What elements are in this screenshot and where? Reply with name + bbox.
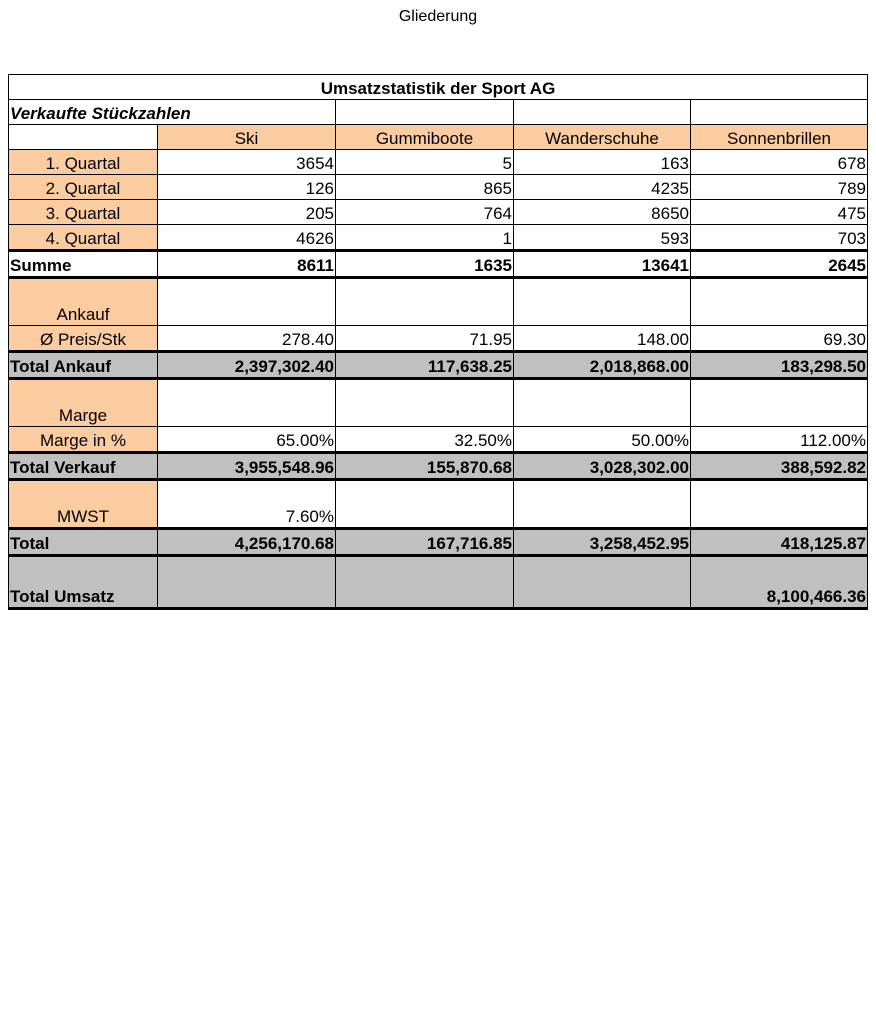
quarter-row-1 <box>9 150 868 175</box>
row-label: 3. Quartal <box>9 200 158 225</box>
table-subtitle: Verkaufte Stückzahlen <box>9 100 336 125</box>
row-label: Total Verkauf <box>9 453 158 480</box>
cell-value: 475 <box>691 200 868 225</box>
cell-value: 3,955,548.96 <box>158 453 336 480</box>
empty-cell <box>336 100 514 125</box>
column-header-wanderschuhe: Wanderschuhe <box>514 125 691 150</box>
table-title: Umsatzstatistik der Sport AG <box>9 75 868 100</box>
empty-cell <box>336 278 514 326</box>
column-header-row <box>9 125 868 150</box>
cell-value: 32.50% <box>336 427 514 453</box>
cell-value: 167,716.85 <box>336 529 514 556</box>
total-row <box>9 529 868 556</box>
cell-value: 764 <box>336 200 514 225</box>
empty-cell <box>336 379 514 427</box>
empty-cell <box>514 278 691 326</box>
empty-cell <box>336 556 514 609</box>
cell-value: 4235 <box>514 175 691 200</box>
empty-cell <box>336 480 514 529</box>
cell-value: 4,256,170.68 <box>158 529 336 556</box>
row-label: 4. Quartal <box>9 225 158 251</box>
subtitle-row <box>9 100 868 125</box>
row-label: Total Ankauf <box>9 352 158 379</box>
cell-value: 69.30 <box>691 326 868 352</box>
cell-value: 388,592.82 <box>691 453 868 480</box>
empty-cell <box>514 480 691 529</box>
row-label: 1. Quartal <box>9 150 158 175</box>
cell-value: 65.00% <box>158 427 336 453</box>
total-verkauf-row <box>9 453 868 480</box>
cell-value: 1 <box>336 225 514 251</box>
quarter-row-4 <box>9 225 868 251</box>
cell-value: 2,018,868.00 <box>514 352 691 379</box>
total-umsatz-row <box>9 556 868 609</box>
empty-cell <box>158 556 336 609</box>
cell-value: 3,258,452.95 <box>514 529 691 556</box>
cell-value: 148.00 <box>514 326 691 352</box>
quarter-row-3 <box>9 200 868 225</box>
empty-cell <box>691 480 868 529</box>
cell-value: 678 <box>691 150 868 175</box>
cell-value: 183,298.50 <box>691 352 868 379</box>
empty-cell <box>691 379 868 427</box>
row-label: Summe <box>9 251 158 278</box>
cell-value: 8,100,466.36 <box>691 556 868 609</box>
cell-value: 7.60% <box>158 480 336 529</box>
row-label: 2. Quartal <box>9 175 158 200</box>
column-header-gummiboote: Gummiboote <box>336 125 514 150</box>
row-label: Total Umsatz <box>9 556 158 609</box>
row-label: Total <box>9 529 158 556</box>
empty-cell <box>514 556 691 609</box>
cell-value: 71.95 <box>336 326 514 352</box>
preis-row <box>9 326 868 352</box>
cell-value: 3,028,302.00 <box>514 453 691 480</box>
cell-value: 8611 <box>158 251 336 278</box>
cell-value: 13641 <box>514 251 691 278</box>
cell-value: 1635 <box>336 251 514 278</box>
cell-value: 3654 <box>158 150 336 175</box>
cell-value: 5 <box>336 150 514 175</box>
empty-cell <box>514 100 691 125</box>
ankauf-row <box>9 278 868 326</box>
row-label: Marge in % <box>9 427 158 453</box>
title-row <box>9 75 868 100</box>
empty-cell <box>691 278 868 326</box>
cell-value: 418,125.87 <box>691 529 868 556</box>
cell-value: 155,870.68 <box>336 453 514 480</box>
empty-cell <box>514 379 691 427</box>
empty-cell <box>158 278 336 326</box>
row-label: MWST <box>9 480 158 529</box>
section-label: Marge <box>9 379 158 427</box>
marge-row <box>9 379 868 427</box>
cell-value: 112.00% <box>691 427 868 453</box>
cell-value: 865 <box>336 175 514 200</box>
cell-value: 117,638.25 <box>336 352 514 379</box>
cell-value: 278.40 <box>158 326 336 352</box>
column-header-sonnenbrillen: Sonnenbrillen <box>691 125 868 150</box>
section-label: Ankauf <box>9 278 158 326</box>
empty-cell <box>158 379 336 427</box>
cell-value: 2645 <box>691 251 868 278</box>
cell-value: 4626 <box>158 225 336 251</box>
page-header: Gliederung <box>398 8 478 25</box>
cell-value: 205 <box>158 200 336 225</box>
cell-value: 2,397,302.40 <box>158 352 336 379</box>
cell-value: 163 <box>514 150 691 175</box>
empty-cell <box>9 125 158 150</box>
cell-value: 8650 <box>514 200 691 225</box>
sales-table <box>8 74 868 610</box>
cell-value: 126 <box>158 175 336 200</box>
cell-value: 593 <box>514 225 691 251</box>
summe-row <box>9 251 868 278</box>
marge-pct-row <box>9 427 868 453</box>
column-header-ski: Ski <box>158 125 336 150</box>
total-ankauf-row <box>9 352 868 379</box>
cell-value: 789 <box>691 175 868 200</box>
cell-value: 703 <box>691 225 868 251</box>
row-label: Ø Preis/Stk <box>9 326 158 352</box>
empty-cell <box>691 100 868 125</box>
cell-value: 50.00% <box>514 427 691 453</box>
mwst-row <box>9 480 868 529</box>
quarter-row-2 <box>9 175 868 200</box>
